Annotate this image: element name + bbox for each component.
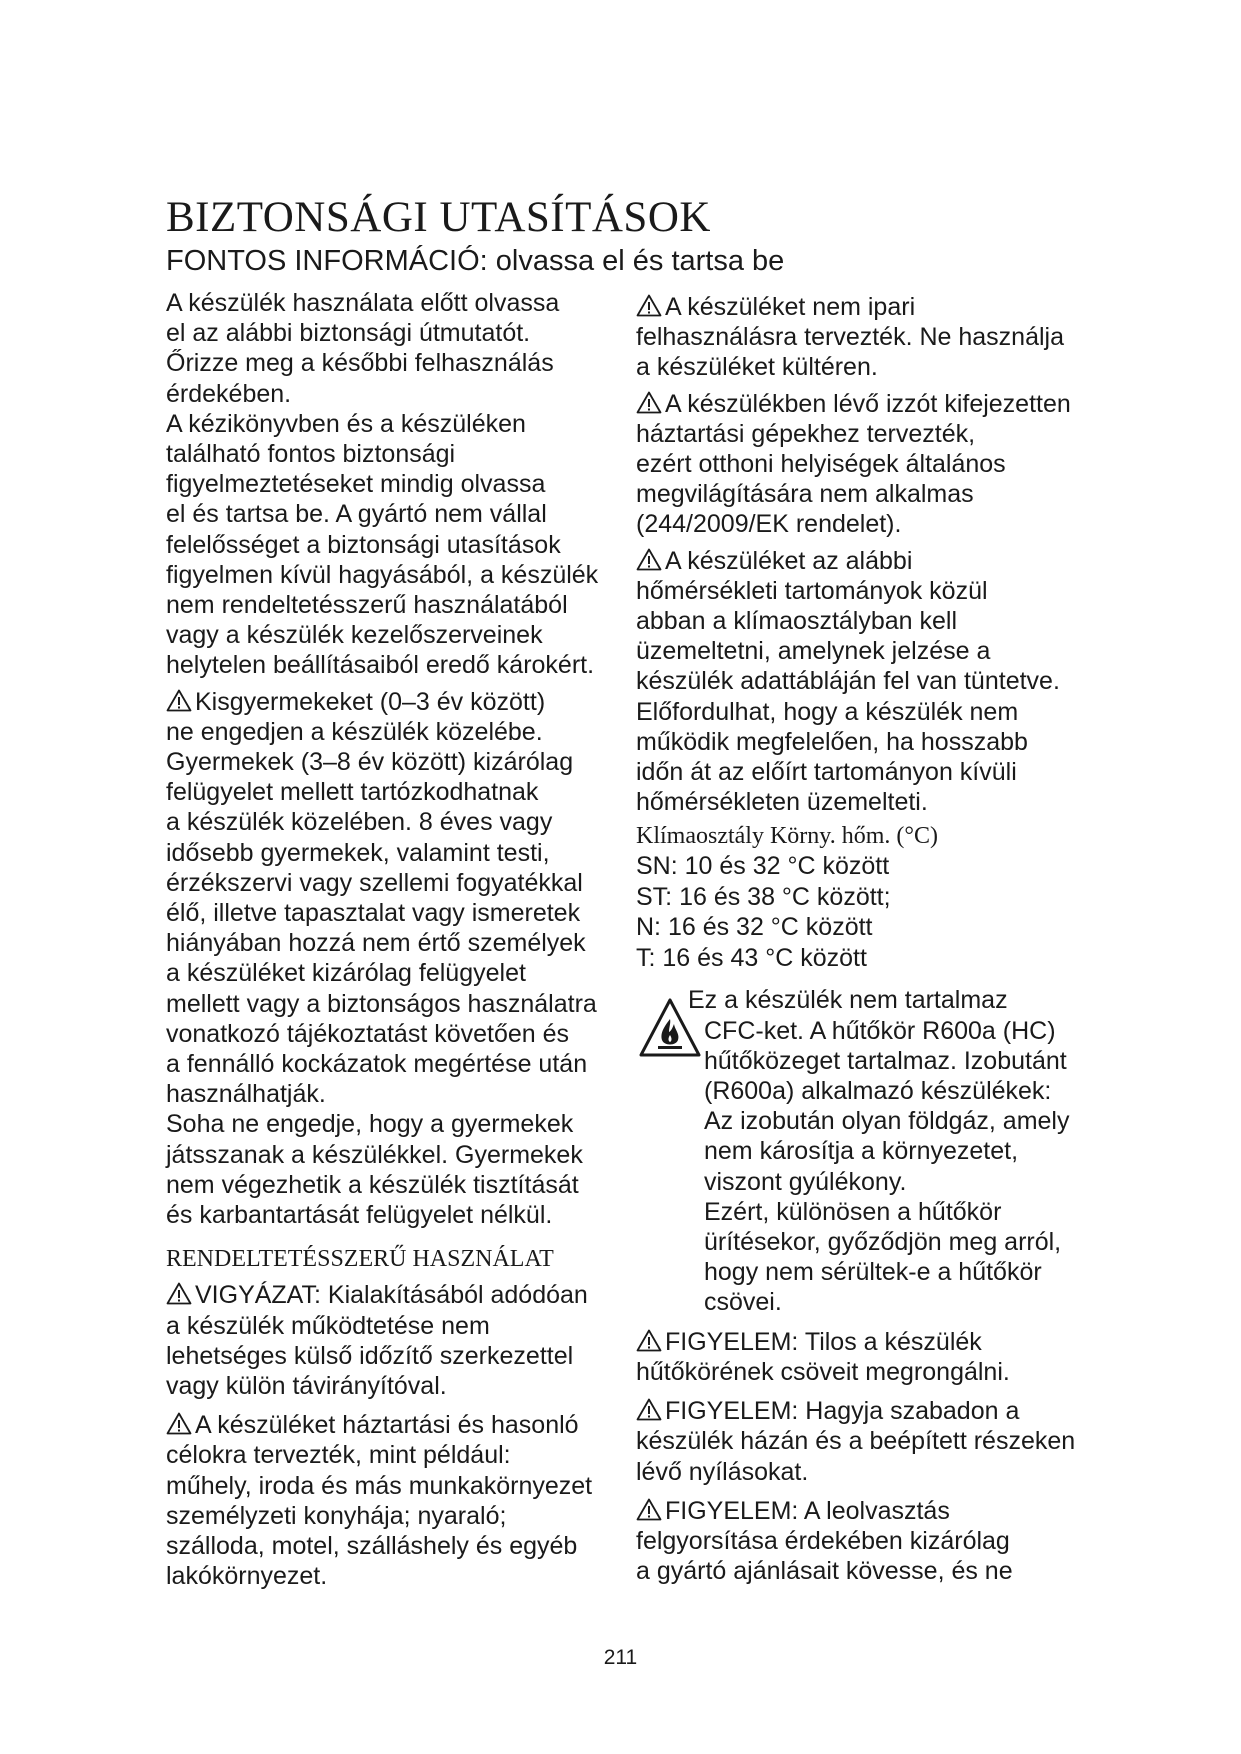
climate-row: N: 16 és 32 °C között bbox=[636, 913, 873, 942]
intro-paragraph: A készülék használata előtt olvassa el az alábbi biztonsági útmutatót. Őrizze meg a későbbi felhasználás érdekében. bbox=[166, 289, 560, 408]
non-industrial-text: A készüléket nem ipari felhasználásra tervezték. Ne használja a készüléket kültéren. bbox=[636, 293, 1065, 382]
climate-table bbox=[636, 851, 1096, 973]
refrigerant-block bbox=[636, 985, 1096, 1317]
household-use-paragraph bbox=[166, 1410, 616, 1591]
climate-row: ST: 16 és 38 °C között; bbox=[636, 882, 891, 911]
warning-triangle-icon bbox=[636, 548, 662, 571]
vents-warning-paragraph bbox=[636, 1396, 1096, 1487]
left-column bbox=[166, 288, 616, 1591]
climate-class-text: A készüléket az alábbi hőmérsékleti tartományok közül abban a klímaosztályban kell üzemeltetni, amelynek jelzése a készülék adattábláján fel van tüntetve. Előfordulhat, hogy a készülék nem működik megfelelően, ha hosszabb időn át az előírt tartományon kívüli hőmérsékleten üzemelteti. bbox=[636, 546, 1060, 817]
defrost-warning-text: FIGYELEM: A leolvasztás felgyorsítása érdekében kizárólag a gyártó ajánlásait kövesse, és ne bbox=[636, 1496, 1013, 1586]
pipes-warning-paragraph bbox=[636, 1327, 1096, 1387]
timer-warning-text: VIGYÁZAT: Kialakításából adódóan a készülék működtetése nem lehetséges külső időzítő szerkezettel vagy külön távirányítóval. bbox=[166, 1281, 588, 1400]
non-industrial-paragraph bbox=[636, 292, 1096, 383]
right-column bbox=[636, 292, 1096, 1586]
warning-triangle-icon bbox=[636, 294, 662, 317]
warning-triangle-icon bbox=[636, 1498, 662, 1521]
refrigerant-first-line: Ez a készülék nem tartalmaz bbox=[688, 986, 1008, 1015]
warning-triangle-icon bbox=[166, 1412, 192, 1435]
pipes-warning-text: FIGYELEM: Tilos a készülék hűtőkörének csöveit megrongálni. bbox=[636, 1327, 1010, 1386]
household-use-text: A készüléket háztartási és hasonló célokra tervezték, mint például: műhely, iroda és más munkakörnyezet személyzeti konyhája; nyaraló; szálloda, motel, szálláshely és egyéb lakókörnyezet. bbox=[166, 1411, 593, 1591]
section-heading: RENDELTETÉSSZERŰ HASZNÁLAT bbox=[166, 1246, 554, 1273]
timer-warning-paragraph bbox=[166, 1280, 616, 1401]
children-warning-text: Kisgyermekeket (0–3 év között) ne engedjen a készülék közelébe. Gyermekek (3–8 év között) kizárólag felügyelet mellett tartózkodhatnak a készülék közelében. 8 éves vagy idősebb gyermekek, valamint testi, érzékszervi vagy szellemi fogyatékkal élő, illetve tapasztalat vagy ismeretek hiányában hozzá nem értő személyek a készüléket kizárólag felügyelet mellett vagy a biztonságos használatra vonatkozó tájékoztatást követően és a fennálló kockázatok megértése után használhatják. bbox=[166, 687, 597, 1109]
vents-warning-text: FIGYELEM: Hagyja szabadon a készülék házán és a beépített részeken lévő nyílásokat. bbox=[636, 1397, 1076, 1486]
page-number: 211 bbox=[603, 1646, 638, 1669]
climate-row: SN: 10 és 32 °C között bbox=[636, 852, 890, 881]
climate-row: T: 16 és 43 °C között bbox=[636, 943, 867, 972]
refrigerant-text: CFC-ket. A hűtőkör R600a (HC) hűtőközeget tartalmaz. Izobutánt (R600a) alkalmazó készülékek: Az izobután olyan földgáz, amely nem károsítja a környezetet, viszont gyúlékony. Ezért, különösen a hűtőkör ürítésekor, győződjön meg arról, hogy nem sérültek-e a hűtőkör csövei. bbox=[704, 1016, 1070, 1317]
bulb-text: A készülékben lévő izzót kifejezetten háztartási gépekhez tervezték, ezért otthoni helyiségek általános megvilágítására nem alkalmas (244/2009/EK rendelet). bbox=[636, 389, 1071, 539]
warning-triangle-icon bbox=[636, 1329, 662, 1352]
warning-triangle-icon bbox=[636, 391, 662, 414]
defrost-warning-paragraph bbox=[636, 1496, 1096, 1587]
bulb-paragraph bbox=[636, 389, 1096, 540]
page-subtitle: FONTOS INFORMÁCIÓ: olvassa el és tartsa be bbox=[166, 245, 785, 277]
warning-triangle-icon bbox=[636, 1398, 662, 1421]
warning-triangle-icon bbox=[166, 1282, 192, 1305]
flammable-warning-icon bbox=[638, 997, 702, 1059]
manual-warning-paragraph: A kézikönyvben és a készüléken található fontos biztonsági figyelmeztetéseket mindig olvassa el és tartsa be. A gyártó nem vállal felelősséget a biztonsági utasítások figyelmen kívül hagyásából, a készülék nem rendeltetésszerű használatából vagy a készülék kezelőszerveinek helytelen beállításaiból eredő károkért. bbox=[166, 409, 599, 680]
climate-class-paragraph bbox=[636, 546, 1096, 818]
climate-table-header: Klímaosztály Körny. hőm. (°C) bbox=[636, 823, 938, 850]
children-warning-paragraph bbox=[166, 687, 616, 1110]
warning-triangle-icon bbox=[166, 689, 192, 712]
page-title: BIZTONSÁGI UTASÍTÁSOK bbox=[166, 194, 711, 241]
children-play-paragraph: Soha ne engedje, hogy a gyermekek játsszanak a készülékkel. Gyermekek nem végezhetik a készülék tisztítását és karbantartását felügyelet nélkül. bbox=[166, 1110, 583, 1230]
